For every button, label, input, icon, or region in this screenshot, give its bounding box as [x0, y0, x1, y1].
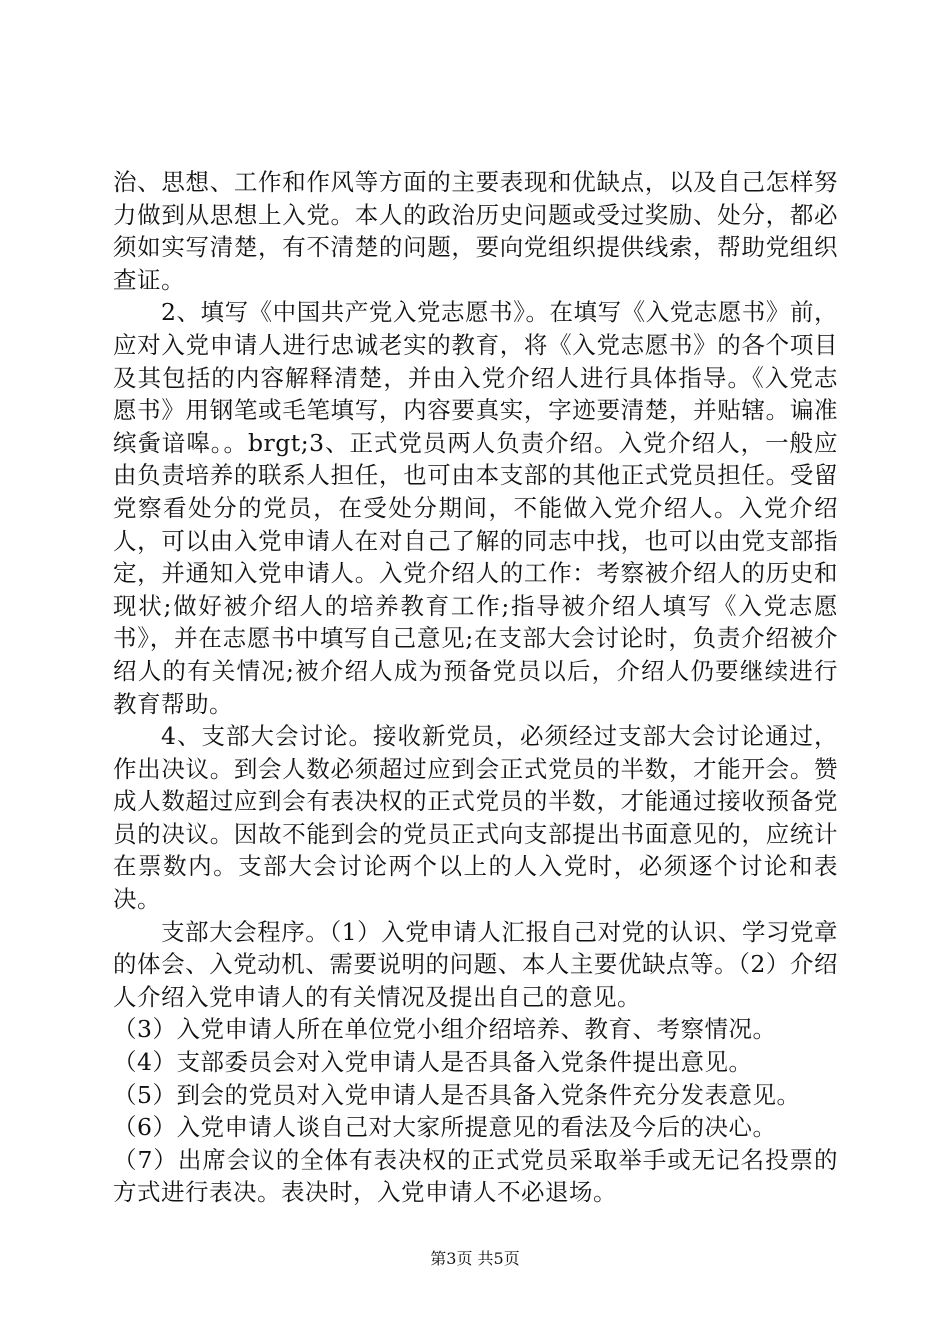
procedure-item-6: （6）入党申请人谈自己对大家所提意见的看法及今后的决心。 — [113, 1113, 777, 1142]
procedure-item-3: （3）入党申请人所在单位党小组介绍培养、教育、考察情况。 — [113, 1015, 777, 1044]
paragraph-meeting-procedure: 支部大会程序。（1）入党申请人汇报自己对党的认识、学习党章的体会、入党动机、需要说明的问题、本人主要优缺点等。（2）介绍人介绍入党申请人的有关情况及提出自己的意见。 — [113, 917, 838, 1011]
procedure-item-5: （5）到会的党员对入党申请人是否具备入党条件充分发表意见。 — [113, 1080, 801, 1109]
procedure-item-7: （7）出席会议的全体有表决权的正式党员采取举手或无记名投票的方式进行表决。表决时，入党申请人不必退场。 — [113, 1145, 838, 1207]
paragraph-step-4: 4、支部大会讨论。接收新党员，必须经过支部大会讨论通过，作出决议。到会人数必须超过应到会正式党员的半数，才能开会。赞成人数超过应到会有表决权的正式党员的半数，才能通过接收预备党员的决议。因故不能到会的党员正式向支部提出书面意见的，应统计在票数内。支部大会讨论两个以上的人入党时，必须逐个讨论和表决。 — [113, 722, 838, 914]
page-footer: 第3页 共5页 — [430, 1249, 520, 1268]
document-body — [113, 166, 838, 1209]
paragraph-step-2-3: 2、填写《中国共产党入党志愿书》。在填写《入党志愿书》前，应对入党申请人进行忠诚老实的教育，将《入党志愿书》的各个项目及其包括的内容解释清楚，并由入党介绍人进行具体指导。《入党志愿书》用钢笔或毛笔填写，内容要真实，字迹要清楚，并贴辖。谝准缤夤谙嗥。。brgt;3、正式党员两人负责介绍。入党介绍人，一般应由负责培养的联系人担任，也可由本支部的其他正式党员担任。受留党察看处分的党员，在受处分期间，不能做入党介绍人。入党介绍人，可以由入党申请人在对自己了解的同志中找，也可以由党支部指定，并通知入党申请人。入党介绍人的工作：考察被介绍人的历史和现状;做好被介绍人的培养教育工作;指导被介绍人填写《入党志愿书》，并在志愿书中填写自己意见;在支部大会讨论时，负责介绍被介绍人的有关情况;被介绍人成为预备党员以后，介绍人仍要继续进行教育帮助。 — [113, 298, 838, 718]
paragraph-continuation: 治、思想、工作和作风等方面的主要表现和优缺点，以及自己怎样努力做到从思想上入党。本人的政治历史问题或受过奖励、处分，都必须如实写清楚，有不清楚的问题，要向党组织提供线索，帮助党组织查证。 — [113, 168, 838, 294]
procedure-item-4: （4）支部委员会对入党申请人是否具备入党条件提出意见。 — [113, 1048, 753, 1077]
